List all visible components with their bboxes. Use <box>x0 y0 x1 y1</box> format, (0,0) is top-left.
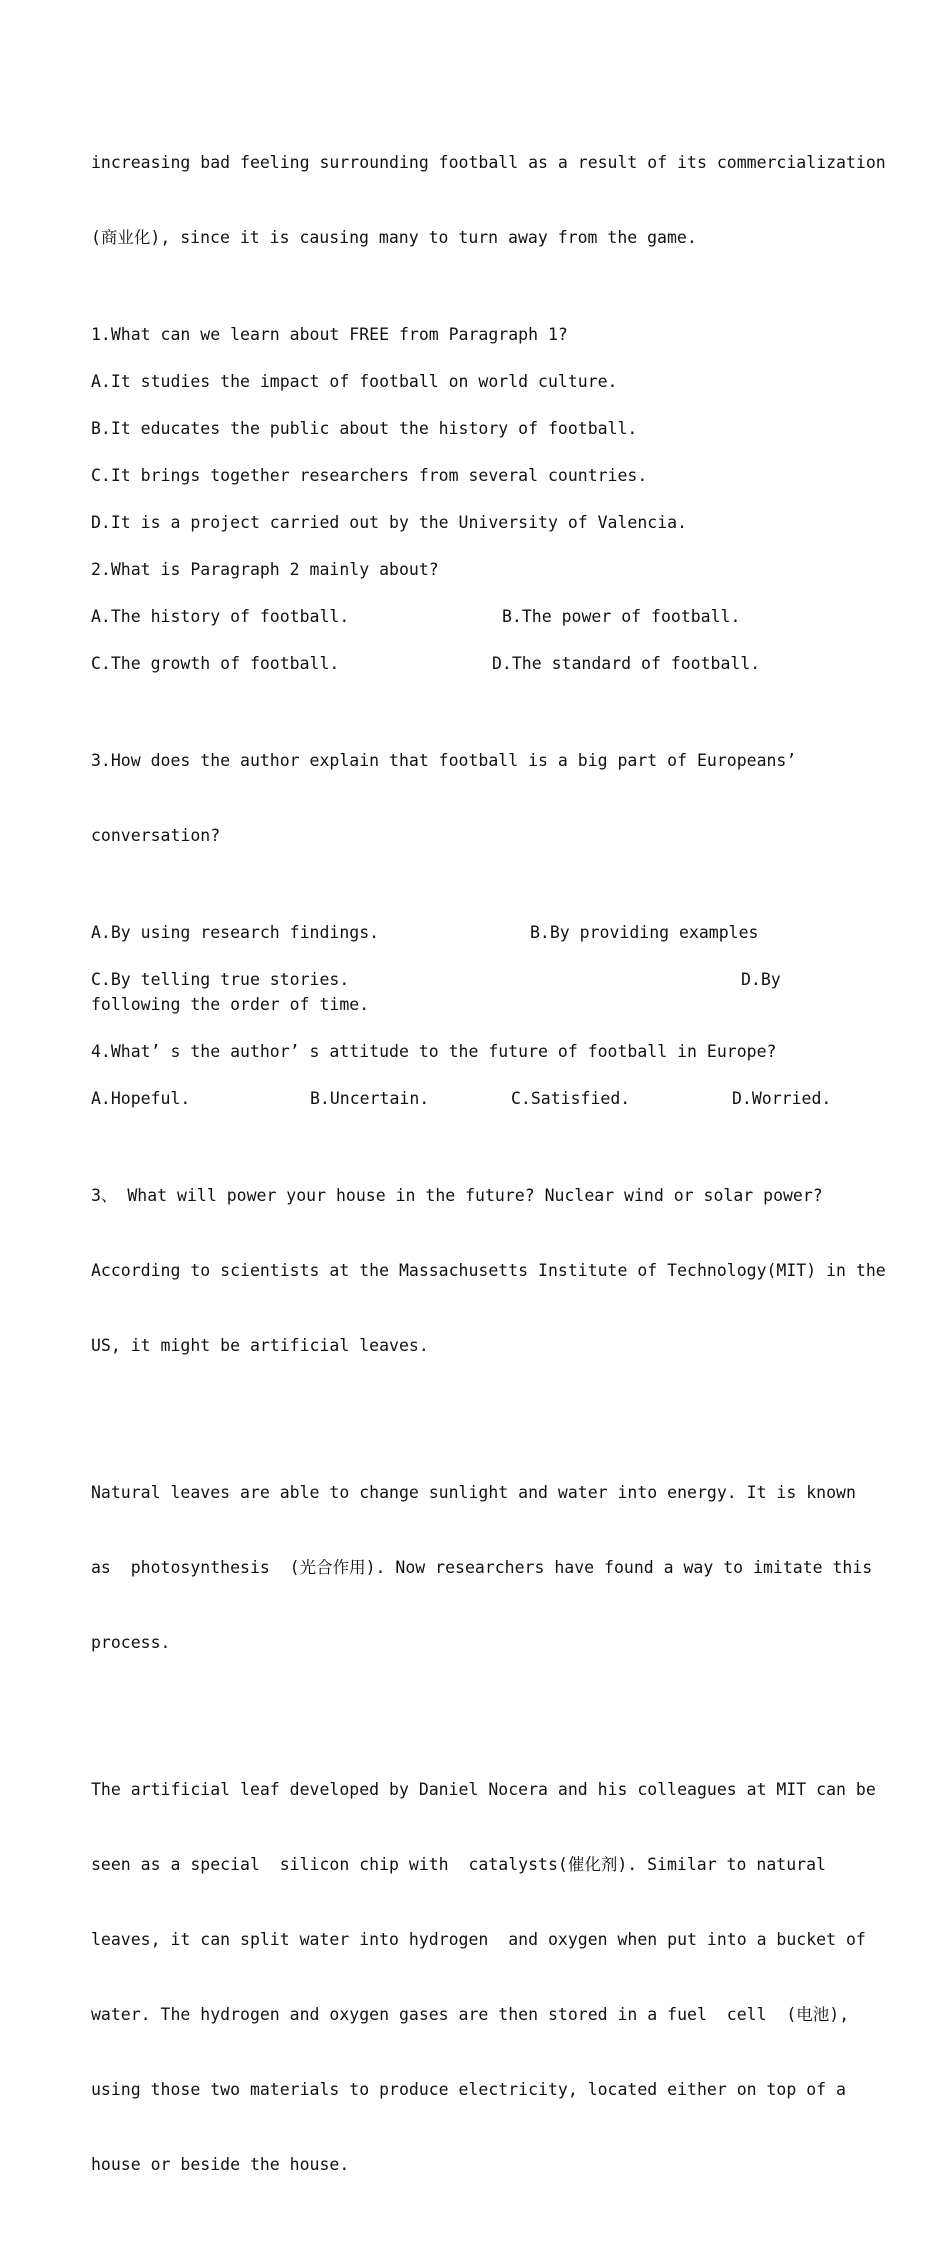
question-4-option-b: B.Uncertain. <box>310 1089 430 1108</box>
passage-3-paragraph-1 <box>91 1133 886 1408</box>
question-4-stem: 4.What’ s the author’ s attitude to the future of football in Europe? <box>91 1042 777 1061</box>
question-3-option-c: C.By telling true stories. <box>91 970 350 989</box>
question-4-option-a: A.Hopeful. <box>91 1089 191 1108</box>
text-line: as photosynthesis (光合作用). Now researchers have found a way to imitate this <box>91 1558 873 1577</box>
document-page <box>91 100 886 2249</box>
question-3-stem <box>91 698 861 898</box>
text-line: water. The hydrogen and oxygen gases are then stored in a fuel cell (电池), <box>91 2005 850 2024</box>
text-line: According to scientists at the Massachusetts Institute of Technology(MIT) in the <box>91 1261 886 1280</box>
text-line: 3.How does the author explain that football is a big part of Europeans’ <box>91 751 797 770</box>
text-line: seen as a special silicon chip with catalysts(催化剂). Similar to natural <box>91 1855 826 1874</box>
text-line: leaves, it can split water into hydrogen and oxygen when put into a bucket of <box>91 1930 866 1949</box>
text-line: using those two materials to produce electricity, located either on top of a <box>91 2080 846 2099</box>
intro-paragraph <box>91 100 886 300</box>
question-3-option-d: D.By <box>741 970 781 989</box>
question-3-option-b: B.By providing examples <box>530 923 759 942</box>
question-2-option-d: D.The standard of football. <box>492 654 761 673</box>
question-1-option-d: D.It is a project carried out by the University of Valencia. <box>91 513 688 532</box>
text-line: increasing bad feeling surrounding football as a result of its commercialization <box>91 153 886 172</box>
question-1-option-c: C.It brings together researchers from several countries. <box>91 466 648 485</box>
question-3-options-row-2 <box>91 967 861 1017</box>
text-line: The artificial leaf developed by Daniel Nocera and his colleagues at MIT can be <box>91 1780 876 1799</box>
question-3-option-a: A.By using research findings. <box>91 923 380 942</box>
text-line: (商业化), since it is causing many to turn away from the game. <box>91 228 697 247</box>
question-2-option-b: B.The power of football. <box>502 607 741 626</box>
question-1-option-b: B.It educates the public about the history of football. <box>91 419 638 438</box>
question-4-option-c: C.Satisfied. <box>511 1089 631 1108</box>
question-2-options-row-2 <box>91 651 861 676</box>
text-line: Natural leaves are able to change sunlight and water into energy. It is known <box>91 1483 856 1502</box>
passage-3-paragraph-2 <box>91 1430 873 1705</box>
question-2-options-row-1 <box>91 604 861 629</box>
question-4-option-d: D.Worried. <box>732 1089 832 1108</box>
question-1-option-a: A.It studies the impact of football on world culture. <box>91 372 618 391</box>
question-2-option-a: A.The history of football. <box>91 607 350 626</box>
text-line: conversation? <box>91 826 221 845</box>
question-3-option-d-continued: following the order of time. <box>91 995 370 1014</box>
text-line: process. <box>91 1633 171 1652</box>
text-line: house or beside the house. <box>91 2155 350 2174</box>
passage-3-paragraph-3 <box>91 1727 876 2227</box>
question-2-option-c: C.The growth of football. <box>91 654 340 673</box>
question-3-options-row-1 <box>91 920 861 945</box>
question-1-stem: 1.What can we learn about FREE from Paragraph 1? <box>91 325 568 344</box>
text-line: US, it might be artificial leaves. <box>91 1336 429 1355</box>
question-4-options-row <box>91 1086 861 1111</box>
question-2-stem: 2.What is Paragraph 2 mainly about? <box>91 560 439 579</box>
text-line: 3、 What will power your house in the future? Nuclear wind or solar power? <box>91 1186 823 1205</box>
